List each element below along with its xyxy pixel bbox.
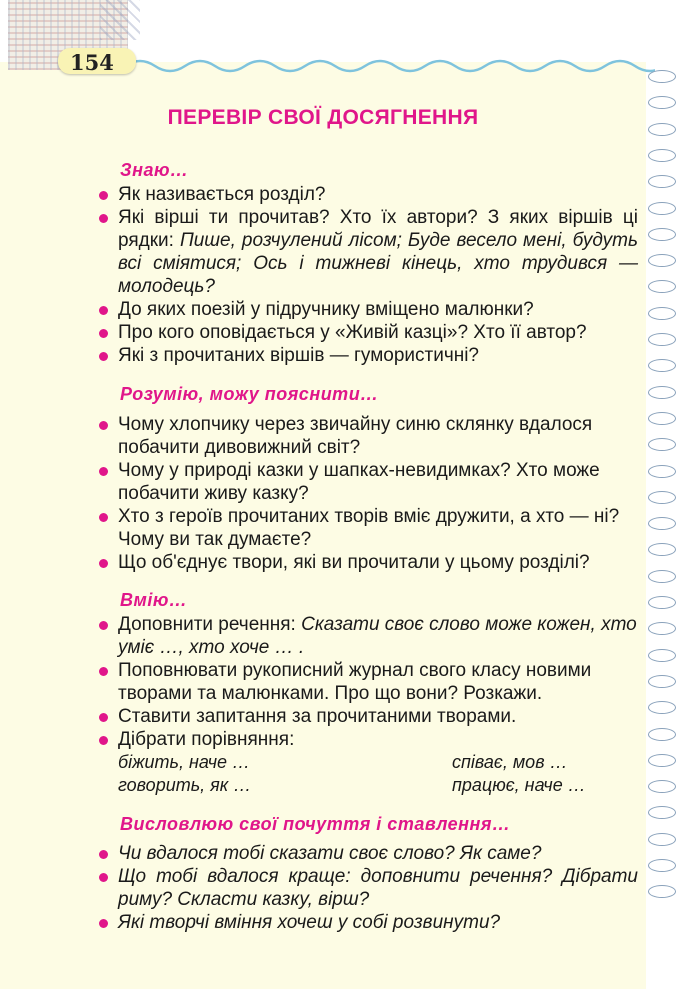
bullet-icon — [99, 850, 108, 859]
ring-icon — [648, 254, 676, 267]
list-item: Дібрати порівняння: — [118, 729, 295, 750]
bullet-icon — [99, 191, 108, 200]
ring-icon — [648, 333, 676, 346]
list-item-text: Які вірші ти прочитав? Хто їх автори? З яких віршів ці рядки: — [118, 207, 638, 251]
wavy-border-line — [125, 52, 655, 76]
comparison-item: співає, мов … — [452, 752, 568, 772]
section-heading-express: Висловлюю свої почуття і ставлення… — [120, 814, 511, 834]
bullet-icon — [99, 919, 108, 928]
list-item — [118, 613, 638, 659]
ring-icon — [648, 833, 676, 846]
list-item: Чи вдалося тобі сказати своє слово? Як саме? — [118, 843, 542, 864]
ring-icon — [648, 596, 676, 609]
ring-icon — [648, 543, 676, 556]
bullet-icon — [99, 621, 108, 630]
list-item — [118, 206, 638, 298]
ring-icon — [648, 359, 676, 372]
list-item: Поповнювати рукописний журнал свого класу новими творами та малюнками. Про що вони? Розкажи. — [118, 660, 592, 704]
decorative-ornament-pattern — [100, 0, 140, 40]
bullet-icon — [99, 329, 108, 338]
section-heading-can: Вмію… — [120, 590, 188, 610]
list-item: Про кого оповідається у «Живій казці»? Хто її автор? — [118, 322, 587, 343]
ring-icon — [648, 70, 676, 83]
ring-icon — [648, 202, 676, 215]
comparison-item: біжить, наче … — [118, 752, 251, 772]
bullet-icon — [99, 306, 108, 315]
ring-icon — [648, 386, 676, 399]
ring-icon — [648, 649, 676, 662]
list-item: Які творчі вміння хочеш у собі розвинути? — [118, 912, 501, 933]
bullet-icon — [99, 559, 108, 568]
ring-icon — [648, 123, 676, 136]
notebook-rings — [648, 70, 684, 930]
list-item: Які з прочитаних віршів — гумористичні? — [118, 345, 479, 366]
page-title: ПЕРЕВІР СВОЇ ДОСЯГНЕННЯ — [167, 106, 479, 129]
comparison-item: говорить, як … — [118, 775, 252, 795]
bullet-icon — [99, 873, 108, 882]
list-item: Що об'єднує твори, які ви прочитали у цьому розділі? — [118, 552, 590, 573]
list-item: Чому у природі казки у шапках-невидимках? Хто може побачити живу казку? — [118, 460, 600, 504]
list-item: Хто з героїв прочитаних творів вміє дружити, а хто — ні? Чому ви так думаєте? — [118, 506, 620, 550]
ring-icon — [648, 622, 676, 635]
ring-icon — [648, 149, 676, 162]
list-item-quote: Пише, розчулений лісом; Буде весело мені, будуть всі сміятися; Ось і тижневі кінець, хто трудився — молодець? — [118, 230, 638, 297]
list-item: Що тобі вдалося краще: доповнити речення? Дібрати риму? Скласти казку, вірш? — [118, 866, 638, 910]
ring-icon — [648, 438, 676, 451]
ring-icon — [648, 728, 676, 741]
bullet-icon — [99, 467, 108, 476]
list-item: Ставити запитання за прочитаними творами. — [118, 706, 517, 727]
bullet-icon — [99, 736, 108, 745]
ring-icon — [648, 280, 676, 293]
comparison-item: працює, наче … — [452, 775, 586, 795]
bullet-icon — [99, 214, 108, 223]
list-item: До яких поезій у підручнику вміщено малюнки? — [118, 299, 534, 320]
ring-icon — [648, 570, 676, 583]
ring-icon — [648, 885, 676, 898]
page-number: 154 — [70, 50, 114, 75]
ring-icon — [648, 701, 676, 714]
bullet-icon — [99, 713, 108, 722]
list-item: Як називається розділ? — [118, 184, 326, 205]
bullet-icon — [99, 421, 108, 430]
list-item: Чому хлопчику через звичайну синю склянку вдалося побачити дивовижний світ? — [118, 414, 593, 458]
ring-icon — [648, 175, 676, 188]
bullet-icon — [99, 513, 108, 522]
ring-icon — [648, 412, 676, 425]
bullet-icon — [99, 667, 108, 676]
list-item-text: Доповнити речення: — [118, 614, 302, 635]
ring-icon — [648, 754, 676, 767]
list-item-quote: Сказати своє слово може кожен, хто уміє …, хто хоче … . — [118, 614, 637, 658]
section-heading-understand: Розумію, можу пояснити… — [120, 384, 379, 404]
ring-icon — [648, 491, 676, 504]
ring-icon — [648, 517, 676, 530]
ring-icon — [648, 307, 676, 320]
section-heading-know: Знаю… — [120, 160, 189, 180]
ring-icon — [648, 859, 676, 872]
ring-icon — [648, 806, 676, 819]
ring-icon — [648, 228, 676, 241]
ring-icon — [648, 780, 676, 793]
ring-icon — [648, 465, 676, 478]
ring-icon — [648, 675, 676, 688]
ring-icon — [648, 96, 676, 109]
bullet-icon — [99, 352, 108, 361]
